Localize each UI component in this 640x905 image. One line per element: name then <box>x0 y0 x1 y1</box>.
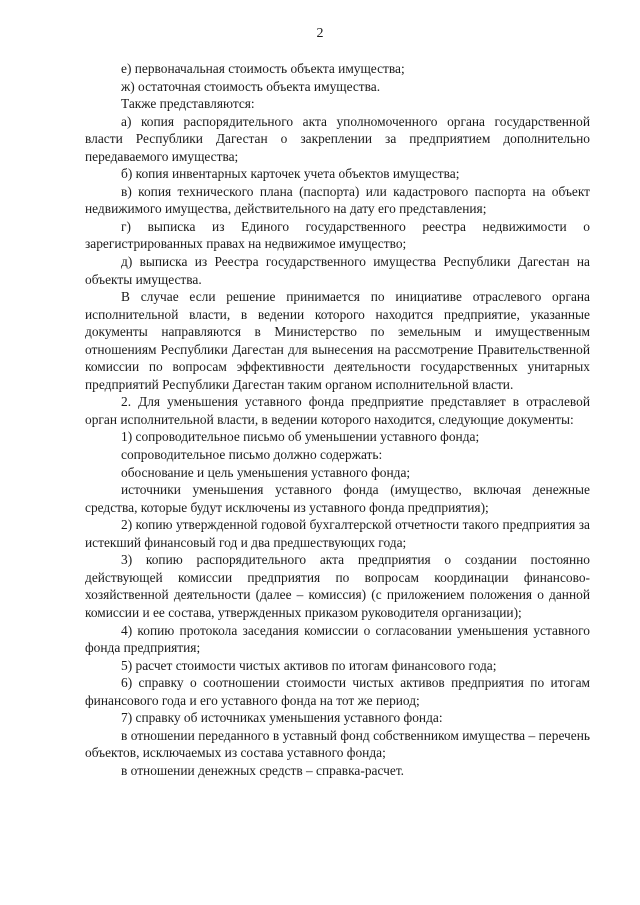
paragraph-item-e: е) первоначальная стоимость объекта имущества; <box>121 61 405 76</box>
paragraph-item-zh: ж) остаточная стоимость объекта имущества. <box>121 78 381 94</box>
paragraph-item-a: а) копия распорядительного акта уполномоченного органа государственной власти Республики Дагестан о закреплении за предприятием дополнительно передаваемого имущества; <box>85 113 590 164</box>
document-body <box>85 60 590 779</box>
paragraph-letter-contents: сопроводительное письмо должно содержать: <box>121 447 383 463</box>
paragraph-doc-6: 6) справку о соотношении стоимости чистых активов предприятия по итогам финансового года и его уставного фонда на тот же период; <box>85 675 590 708</box>
paragraph-doc-5: 5) расчет стоимости чистых активов по итогам финансового года; <box>121 657 497 673</box>
paragraph-doc-7: 7) справку об источниках уменьшения уставного фонда: <box>121 710 443 726</box>
paragraph-doc-4: 4) копию протокола заседания комиссии о согласовании уменьшения уставного фонда предприятия; <box>85 622 590 656</box>
paragraph-also-provided: Также представляются: <box>121 96 255 112</box>
paragraph-doc-3: 3) копию распорядительного акта предприятия о создании постоянно действующей комиссии предприятия по вопросам координации финансово-хозяйственной деятельности (далее – комиссия) (с приложением положения о данной комиссии и ее состава, утвержденных приказом руководителя организации); <box>85 552 590 620</box>
paragraph-item-v: в) копия технического плана (паспорта) или кадастрового паспорта на объект недвижимого имущества, действительного на дату его представления; <box>85 183 590 217</box>
paragraph-item-g: г) выписка из Единого государственного реестра недвижимости о зарегистрированных правах на недвижимое имущество; <box>85 218 590 252</box>
paragraph-doc-2: 2) копию утвержденной годовой бухгалтерской отчетности такого предприятия за истекший финансовый год и два предшествующих года; <box>85 517 590 550</box>
paragraph-doc-1: 1) сопроводительное письмо об уменьшении уставного фонда; <box>121 429 480 445</box>
paragraph-property-list: в отношении переданного в уставный фонд собственником имущества – перечень объектов, исключаемых из состава уставного фонда; <box>85 727 590 761</box>
paragraph-item-d: д) выписка из Реестра государственного имущества Республики Дагестан на объекты имущества. <box>85 254 590 287</box>
paragraph-sources: источники уменьшения уставного фонда (имущество, включая денежные средства, которые будут исключены из уставного фонда предприятия); <box>85 482 590 515</box>
paragraph-section-2: 2. Для уменьшения уставного фонда предприятие представляет в отраслевой орган исполнительной власти, в ведении которого находится, следующие документы: <box>85 394 590 427</box>
page-number: 2 <box>316 26 324 41</box>
paragraph-cash-calculation: в отношении денежных средств – справка-расчет. <box>121 762 405 778</box>
paragraph-initiative-case: В случае если решение принимается по инициативе отраслевого органа исполнительной власти, в ведении которого находится предприятие, указанные документы направляются в Министерство по земельным и имущественным отношениям Республики Дагестан для вынесения на рассмотрение Правительственной комиссии по вопросам эффективности деятельности государственных унитарных предприятий Республики Дагестан таким органом исполнительной власти. <box>85 289 590 392</box>
paragraph-justification: обоснование и цель уменьшения уставного фонда; <box>121 464 411 480</box>
paragraph-item-b: б) копия инвентарных карточек учета объектов имущества; <box>121 166 460 182</box>
